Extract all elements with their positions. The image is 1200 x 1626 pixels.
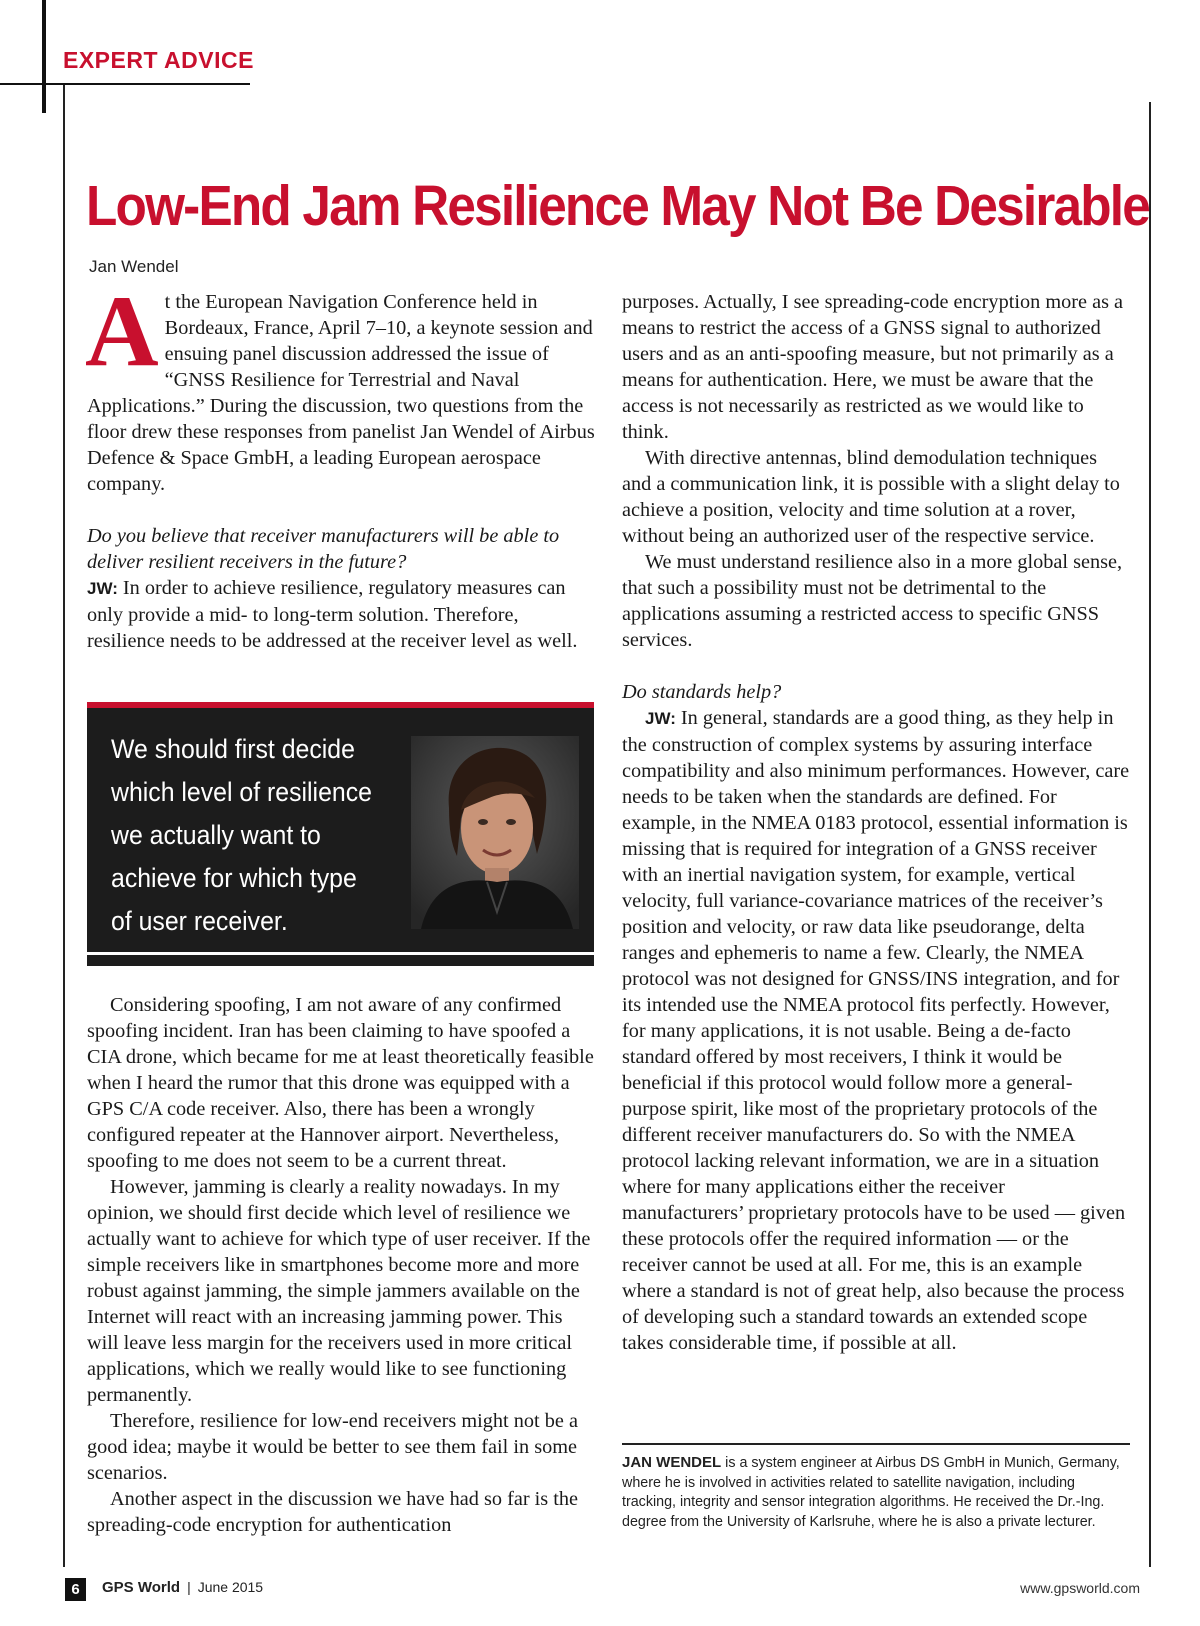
answer-2-text: In general, standards are a good thing, as they help in the construction of complex systems by assuring interface compatibility and also minimum performances. However, care needs to be taken when the standards are defined. For example, in the NMEA 0183 protocol, essential information is missing that is required for integration of a GNSS receiver with an inertial navigation system, for example, vertical velocity, full variance-covariance matrices of the receiver’s position and velocity, or raw data like pseudorange, delta ranges and ephemeris to name a few. Clearly, the NMEA protocol was not designed for GNSS/INS integration, and for its intended use the NMEA protocol fits perfectly. However, for many applications, it is not usable. Being a de-facto standard offered by most receivers, I think it would be beneficial if this protocol would follow more a general-purpose spirit, like most of the proprietary protocols of the different receiver manufacturers do. So with the NMEA protocol lacking relevant information, we are in a situation where for many applications either the receiver manufacturers’ proprietary protocols have to be used — given these protocols offer the required information — or the receiver cannot be used at all. For me, this is an example where a standard is not of great help, also because the process of developing such a standard towards an extended scope takes considerable time, if possible at all. [622,707,1130,1354]
answer-1-text: In order to achieve resilience, regulatory measures can only provide a mid- to long-term solution. Therefore, resilience needs to be addressed at the receiver level as well. [87,577,578,652]
header-vertical-rule [42,0,46,113]
body-paragraph: Another aspect in the discussion we have had so far is the spreading-code encryption for authentication [87,1488,579,1536]
article-byline: Jan Wendel [89,257,179,276]
left-column-top [85,275,595,654]
speaker-label: JW: [87,579,118,598]
intro-paragraph [85,275,595,497]
body-paragraph: Considering spoofing, I am not aware of any confirmed spoofing incident. Iran has been claiming to have spoofed a CIA drone, which became for me at least theoretically feasible when I heard the rumor that this drone was equipped with a GPS C/A code receiver. Also, there has been a wrongly configured repeater at the Hannover airport. Nevertheless, spoofing to me does not seem to be a current threat. [87,994,594,1172]
footer-publication-info [102,1579,263,1596]
article-left-rule [63,85,65,1567]
question-2: Do standards help? [622,681,782,703]
answer-1 [87,575,595,654]
article-right-rule [1149,102,1151,1567]
article-title: Low-End Jam Resilience May Not Be Desirable [86,174,1149,238]
body-paragraph: We must understand resilience also in a more global sense, that such a possibility must not be detrimental to the applications assuming a restricted access to specific GNSS services. [622,551,1123,651]
pull-quote-bottom-bar [87,955,594,966]
header-horizontal-rule [0,83,250,85]
author-bio [622,1453,1130,1532]
body-paragraph: purposes. Actually, I see spreading-code encryption more as a means to restrict the access of a GNSS signal to authorized users and as an anti-spoofing measure, but not primarily as a means for authentication. Here, we must be aware that the access is not necessarily as restricted as we would like to think. [622,291,1124,443]
left-column-bottom [87,992,595,1538]
pull-quote-text: We should first decide which level of resilience we actually want to achieve for which type of user receiver. [111,734,372,936]
question-1: Do you believe that receiver manufacturers will be able to deliver resilient receivers in the future? [87,525,560,573]
publication-name: GPS World [102,1579,181,1596]
footer-website: www.gpsworld.com [1020,1580,1140,1596]
drop-cap: A [85,275,159,388]
page-number: 6 [65,1578,86,1601]
pull-quote-box [87,702,594,952]
issue-date: June 2015 [197,1579,264,1595]
intro-text: t the European Navigation Conference held in Bordeaux, France, April 7–10, a keynote session and ensuing panel discussion addressed the issue of “GNSS Resilience for Terrestrial and Naval Applications.” During the discussion, two questions from the floor drew these responses from panelist Jan Wendel of Airbus Defence & Space GmbH, a leading European aerospace company. [87,291,595,495]
body-paragraph: With directive antennas, blind demodulation techniques and a communication link, it is possible with a slight delay to achieve a position, velocity and time solution at a rover, without being an authorized user of the respective service. [622,447,1120,547]
speaker-label: JW: [645,709,676,728]
body-paragraph: However, jamming is clearly a reality nowadays. In my opinion, we should first decide which level of resilience we actually want to achieve for which type of user receiver. If the simple receivers like in smartphones become more and more robust against jamming, the simple jammers available on the Internet will react with an increasing jamming power. This will leave less margin for the receivers used in more critical applications, which we really would like to see functioning permanently. [87,1176,591,1406]
footer-separator: | [187,1579,191,1595]
author-photo [411,736,579,929]
bio-name: JAN WENDEL [622,1454,722,1471]
body-paragraph: Therefore, resilience for low-end receivers might not be a good idea; maybe it would be better to see them fail in some scenarios. [87,1410,578,1484]
right-column [622,289,1130,1356]
bio-text: is a system engineer at Airbus DS GmbH in Munich, Germany, where he is involved in activities related to satellite navigation, including tracking, integrity and sensor integration algorithms. He received the Dr.-Ing. degree from the University of Karlsruhe, where he is also a private lecturer. [622,1455,1120,1530]
section-label: EXPERT ADVICE [63,47,254,73]
bio-divider [622,1443,1130,1445]
answer-2 [622,705,1130,1356]
